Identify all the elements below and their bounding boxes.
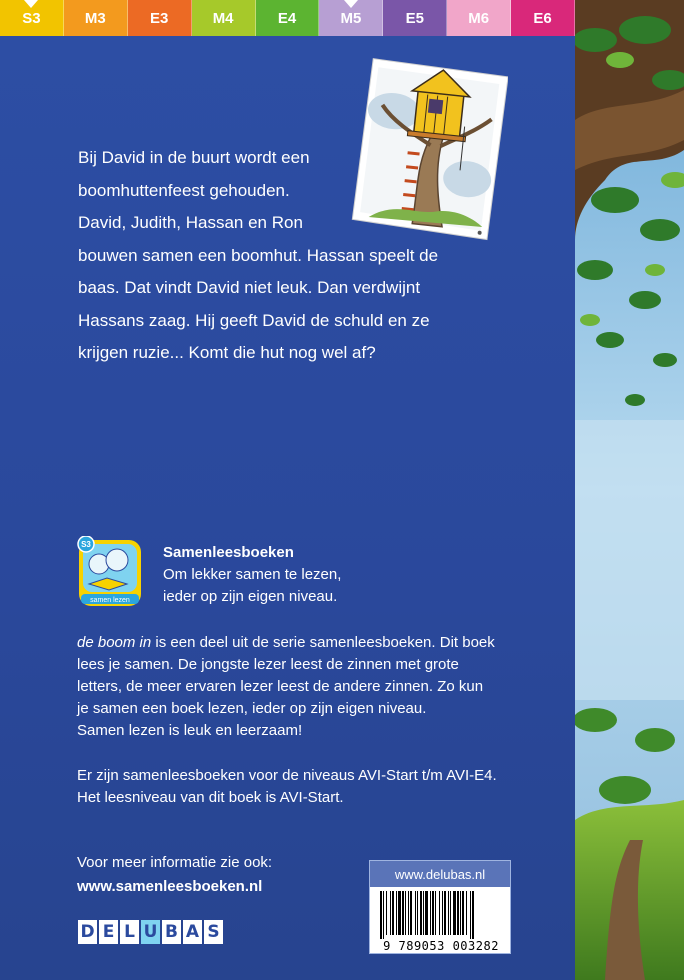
- levels-info: [77, 765, 497, 809]
- barcode-bar: [420, 891, 422, 935]
- more-info: [77, 851, 272, 899]
- barcode-bar: [392, 891, 394, 935]
- level-label: E4: [277, 9, 297, 27]
- publisher-website[interactable]: www.delubas.nl: [370, 861, 510, 887]
- teaser-line-1: Bij David in de buurt wordt een: [78, 148, 310, 167]
- description-line-4: je samen een boek lezen, ieder op zijn eigen niveau.: [77, 700, 427, 717]
- barcode-bar: [408, 891, 409, 935]
- level-label: M3: [84, 9, 106, 27]
- barcode-bar: [457, 891, 459, 935]
- teaser-line-2: boomhuttenfeest gehouden.: [78, 180, 290, 200]
- teaser-text: [78, 142, 478, 370]
- teaser-line-4: bouwen samen een boomhut. Hassan speelt de: [78, 245, 439, 265]
- barcode-bar: [430, 891, 431, 935]
- description-line-1-text: is een deel uit de serie samenleesboeken. Dit boek: [151, 634, 495, 651]
- series-description: [77, 632, 495, 742]
- level-bar: [0, 0, 575, 36]
- barcode-bar: [398, 891, 401, 935]
- barcode: [378, 891, 504, 939]
- more-info-url[interactable]: www.samenleesboeken.nl: [77, 878, 263, 895]
- barcode-bar: [410, 891, 412, 935]
- level-tab-m3: [64, 0, 128, 36]
- barcode-bar: [442, 891, 443, 935]
- barcode-bar: [462, 891, 464, 935]
- barcode-bar: [425, 891, 428, 935]
- barcode-bar: [439, 891, 440, 935]
- level-tab-e3: [128, 0, 192, 36]
- series-line-1: Om lekker samen te lezen,: [163, 566, 342, 583]
- level-label: M4: [212, 9, 234, 27]
- teaser-line-7: krijgen ruzie... Komt die hut nog wel af?: [78, 343, 376, 362]
- level-label: E3: [150, 9, 169, 27]
- level-marker-icon: [344, 0, 358, 8]
- barcode-bar: [390, 891, 391, 935]
- barcode-bar: [417, 891, 418, 935]
- logo-letter: U: [141, 920, 160, 944]
- barcode-bar: [415, 891, 416, 935]
- barcode-bar: [435, 891, 436, 935]
- barcode-bar: [383, 891, 384, 939]
- badge-level-label: S3: [81, 540, 91, 549]
- series-title: Samenleesboeken: [163, 544, 294, 561]
- logo-letter: E: [99, 920, 118, 944]
- description-line-5: Samen lezen is leuk en leerzaam!: [77, 722, 303, 739]
- level-label: M6: [468, 9, 490, 27]
- teaser-line-6: Hassans zaag. Hij geeft David de schuld en ze: [78, 310, 430, 330]
- level-marker-icon: [24, 0, 38, 8]
- barcode-bar: [450, 891, 451, 935]
- barcode-bar: [460, 891, 461, 935]
- levels-info-line-1: Er zijn samenleesboeken voor de niveaus AVI-Start t/m AVI-E4.: [77, 767, 497, 784]
- level-tab-m4: [192, 0, 256, 36]
- levels-info-line-2: Het leesniveau van dit boek is AVI-Start.: [77, 789, 344, 806]
- level-label: S3: [22, 9, 41, 27]
- barcode-number: 9 789053 003282: [383, 939, 499, 953]
- barcode-bar: [470, 891, 471, 939]
- barcode-bar: [466, 891, 467, 935]
- description-line-1: [77, 632, 495, 654]
- barcode-bar: [432, 891, 434, 935]
- barcode-bar: [448, 891, 449, 935]
- isbn-box: [369, 860, 511, 954]
- book-title: de boom in: [77, 634, 152, 651]
- level-tab-m5: [319, 0, 383, 36]
- barcode-bar: [423, 891, 424, 935]
- logo-letter: A: [183, 920, 202, 944]
- tree-side-illustration: [575, 0, 684, 980]
- level-tab-m6: [447, 0, 511, 36]
- logo-letter: S: [204, 920, 223, 944]
- badge-caption: samen lezen: [90, 597, 130, 604]
- level-label: E5: [405, 9, 424, 27]
- level-tab-e5: [383, 0, 447, 36]
- teaser-line-5: baas. Dat vindt David niet leuk. Dan verdwijnt: [78, 278, 421, 297]
- barcode-bar: [396, 891, 397, 935]
- logo-letter: B: [162, 920, 181, 944]
- logo-letter: L: [120, 920, 139, 944]
- more-info-label: Voor meer informatie zie ook:: [77, 854, 273, 871]
- logo-letter: D: [78, 920, 97, 944]
- level-tab-s3: [0, 0, 64, 36]
- barcode-bar: [402, 891, 404, 935]
- barcode-bar: [472, 891, 474, 939]
- delubas-logo: [78, 920, 223, 944]
- barcode-bar: [380, 891, 382, 939]
- teaser-line-3: David, Judith, Hassan en Ron: [78, 213, 303, 232]
- barcode-bar: [444, 891, 446, 935]
- level-label: E6: [533, 9, 552, 27]
- samen-lezen-logo: [77, 536, 143, 608]
- barcode-bar: [405, 891, 406, 935]
- description-line-2: lees je samen. De jongste lezer leest de zinnen met grote: [77, 656, 459, 673]
- barcode-bar: [453, 891, 456, 935]
- barcode-bar: [386, 891, 387, 935]
- level-label: M5: [340, 9, 362, 27]
- level-tab-e6: [511, 0, 575, 36]
- description-line-3: letters, de meer ervaren lezer leest de andere zinnen. Zo kun: [77, 678, 484, 695]
- series-line-2: ieder op zijn eigen niveau.: [163, 588, 338, 605]
- level-tab-e4: [256, 0, 320, 36]
